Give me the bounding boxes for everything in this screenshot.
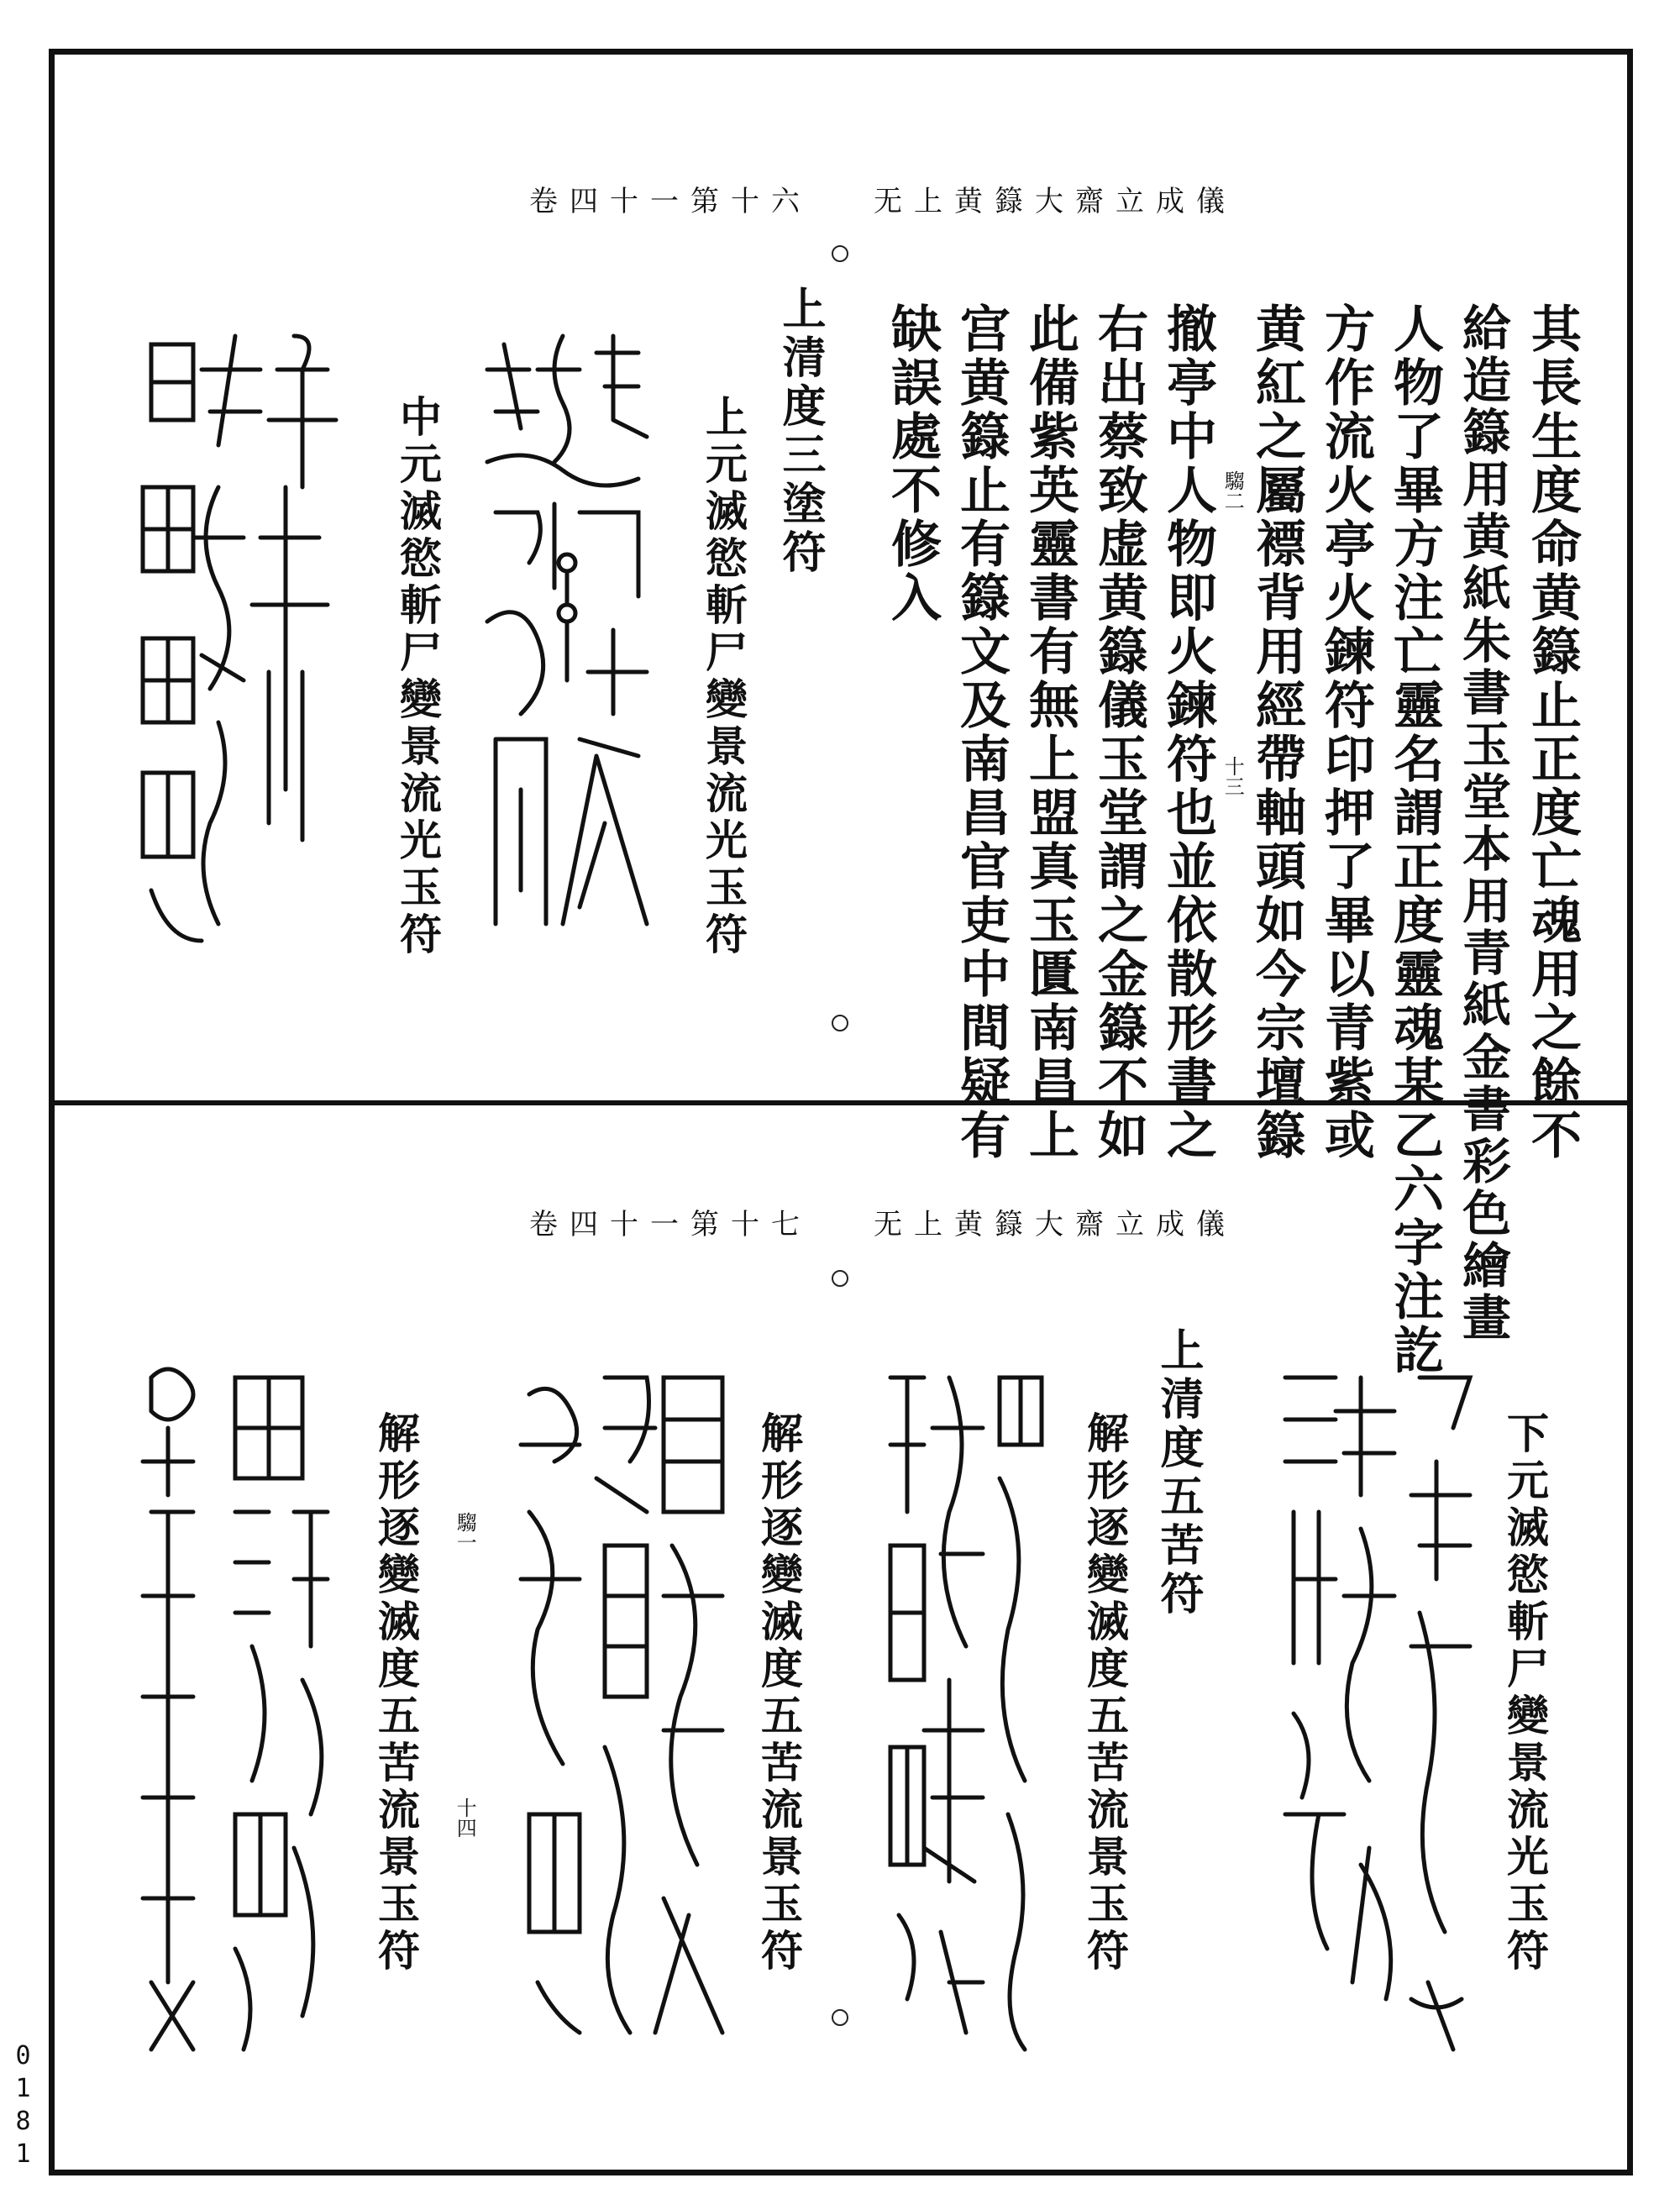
text-column-5: 黄紅之屬褾背用經帶軸頭如今宗壇籙	[1247, 302, 1306, 1162]
bottom-header-juan: 卷四十一第十七	[529, 1208, 811, 1241]
bottom-note-left: 騶一	[453, 1512, 477, 1552]
fu-3-label: 下元滅慾斬尸變景流光玉符	[1500, 1411, 1550, 1976]
binding-hole	[832, 245, 848, 262]
talisman-4-image	[874, 1344, 1050, 2066]
top-section-title: 上清度三塗符	[774, 286, 826, 578]
archive-number: 0181	[8, 2041, 38, 2172]
text-column-2-text: 給造籙用黄紙朱書玉堂本用青紙金書彩色繪畫	[1454, 302, 1511, 1344]
text-column-4: 方作流火亭火鍊符印押了畢以青紫或	[1316, 302, 1375, 1162]
talisman-3-image	[1268, 1344, 1478, 2066]
text-column-8: 此備紫英靈書有無上盟真玉匱南昌上	[1021, 302, 1079, 1162]
fu-4-label: 解形逐變滅度五苦流景玉符	[1080, 1411, 1130, 1976]
binding-hole	[832, 1270, 848, 1287]
top-header-juan: 卷四十一第十六	[529, 185, 811, 218]
talisman-6-image	[118, 1344, 344, 2066]
text-column-6: 撤亭中人物即火鍊符也並依散形書之	[1158, 302, 1217, 1162]
text-column-3: 人物了畢方注亡靈名謂正度靈魂某乙六字注訖	[1385, 302, 1444, 1378]
text-column-10: 缺誤處不修入	[883, 302, 942, 625]
talisman-2-image	[118, 319, 344, 974]
bottom-header-title: 无上黄籙大齋立成儀	[874, 1208, 1236, 1241]
talisman-1-image	[470, 319, 664, 974]
bottom-section-title: 上清度五苦符	[1152, 1327, 1204, 1619]
binding-hole	[832, 2009, 848, 2026]
binding-hole	[832, 1015, 848, 1031]
top-note-right: 十三	[1221, 756, 1245, 796]
fu-6-label: 解形逐變滅度五苦流景玉符	[371, 1411, 421, 1976]
talisman-5-image	[504, 1344, 739, 2066]
fu-1-label: 上元滅慾斬尸變景流光玉符	[699, 395, 748, 959]
text-column-1: 其長生度命黄籙止正度亡魂用之餘不	[1523, 302, 1582, 1162]
top-note-left: 騶二	[1221, 470, 1245, 511]
fu-2-label: 中元滅慾斬尸變景流光玉符	[393, 395, 443, 959]
bottom-note-right: 十四	[453, 1798, 477, 1838]
fu-5-label: 解形逐變滅度五苦流景玉符	[754, 1411, 804, 1976]
top-header-title: 无上黄籙大齋立成儀	[874, 185, 1236, 218]
text-column-2	[1454, 302, 1511, 1344]
text-column-9: 宫黄籙止有籙文及南昌官吏中間疑有	[952, 302, 1011, 1162]
text-column-7: 右出蔡致虚黄籙儀玉堂謂之金籙不如	[1089, 302, 1148, 1162]
